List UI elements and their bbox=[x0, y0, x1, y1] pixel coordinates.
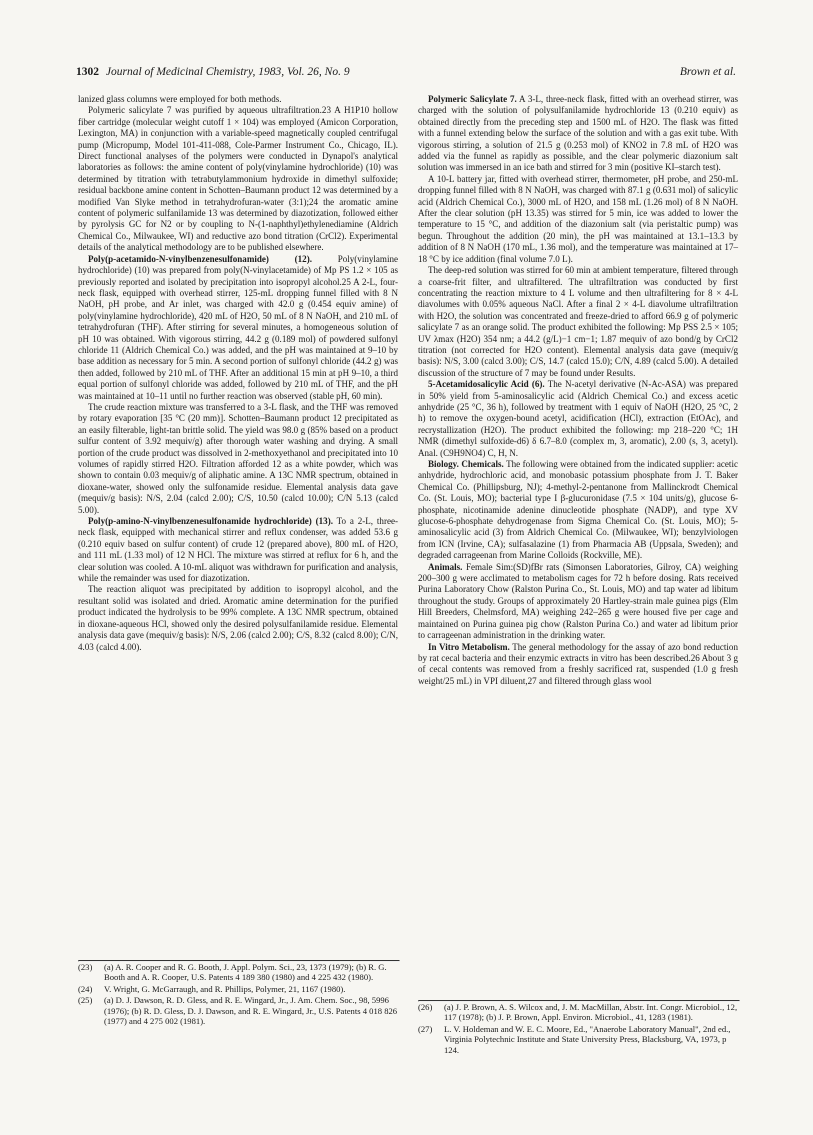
left-column bbox=[78, 94, 398, 653]
paragraph bbox=[78, 94, 398, 105]
footnote-number: (26) bbox=[418, 1002, 433, 1012]
paragraph-text: lanized glass columns were employed for both methods. bbox=[78, 94, 282, 104]
paragraph bbox=[78, 105, 398, 253]
footnote-text: (a) D. J. Dawson, R. D. Gless, and R. E. Wingard, Jr., J. Am. Chem. Soc., 98, 5996 (1976); (b) R. D. Gless, D. J. Dawson, and R. E. Wingard, Jr., U.S. Patents 4 018 826 (1977) and 4 275 002 (1981). bbox=[104, 995, 398, 1027]
paragraph bbox=[78, 254, 398, 402]
footnotes-left bbox=[78, 960, 398, 1027]
paragraph bbox=[418, 459, 738, 562]
paragraph bbox=[418, 642, 738, 688]
section-heading: 5-Acetamidosalicylic Acid (6). bbox=[428, 379, 545, 390]
paragraph-text: Polymeric salicylate 7 was purified by aqueous ultrafiltration.23 A H1P10 hollow fiber cartridge (molecular weight cutoff 1 × 104) was employed (Amicon Corporation, Lexington, MA) in conjunction with a variable-speed magnetically coupled centrifugal pump (Micropump, Model 101-411-088, Cole-Parmer Instrument Co., Chicago, IL). Direct functional analyses of the polymers were conducted in Dynapol's analytical laboratories as follows: the amine content of poly(vinylamine hydrochloride) (10) was determined by titration with tetrabutylammonium hydroxide in dimethyl sulfoxide; residual backbone amine content in Schotten–Baumann product 12 was determined by a modified Van Slyke method in tetrahydrofuran-water (3:1);24 the aromatic amine content of polymeric sulfanilamide 13 was determined by diazotization, followed either by pyrolysis GC for N2 or by coupling to N-(1-naphthyl)ethylenediamine (Aldrich Chemical Co., Milwaukee, WI) and reductive azo bond titration (CrCl2). Experimental details of the analytical methodology are to be published elsewhere. bbox=[78, 105, 398, 253]
section-heading: Polymeric Salicylate 7. bbox=[428, 94, 517, 104]
paragraph-text: The following were obtained from the indicated supplier: acetic anhydride, hydrochloric acid, and monobasic potassium phosphate from J. T. Baker Chemical Co. (Phillipsburg, NJ); 4-methyl-2-pentanone from Mallinckrodt Chemical Co. (St. Louis, MO); bacterial type I β-glucuronidase (7.5 × 104 units/g), glucose 6-phosphate, nicotinamide adenine dinucleotide phosphate (NADP), and type XV glucose-6-phosphate dehydrogenase from Sigma Chemical Co. (St. Louis, MO); 5-aminosalicylic acid (3) from Aldrich Chemical Co. (Milwaukee, WI); benzylviologen from ICN (Irvine, CA); sulfasalazine (1) from Pharmacia AB (Uppsala, Sweden); and degraded carrageenan from Marine Colloids (Rockville, ME). bbox=[418, 459, 738, 561]
footnote-text: (a) J. P. Brown, A. S. Wilcox and, J. M. MacMillan, Abstr. Int. Congr. Microbiol., 12, 117 (1978); (b) J. P. Brown, Appl. Environ. Microbiol., 41, 1283 (1981). bbox=[444, 1002, 738, 1023]
paragraph-text: The N-acetyl derivative (N-Ac-ASA) was prepared in 50% yield from 5-aminosalicylic acid (Aldrich Chemical Co.) and excess acetic anhydride (25 °C, 36 h), followed by treatment with 1 equiv of NaOH (H2O, 25 °C, 2 h) to remove the oxygen-bound acetyl, acidification (HCl), extraction (EtOAc), and recrystallization (H2O). The product exhibited the following: mp 218–220 °C; 1H NMR (dimethyl sulfoxide-d6) δ 6.7–8.0 (complex m, 3, aromatic), 2.00 (s, 3, acetyl). Anal. (C9H9NO4) C, H, N. bbox=[418, 379, 738, 458]
paragraph-text: Poly(vinylamine hydrochloride) (10) was prepared from poly(N-vinylacetamide) of Mp PS 1.2 × 105 as previously reported and isolated by precipitation into isopropyl alcohol.25 A 2-L, four-neck flask, equipped with overhead stirrer, 125-mL dropping funnel filled with 8 N NaOH, pH probe, and Ar inlet, was charged with 42.0 g (0.454 equiv amine) of poly(vinylamine hydrochloride), 420 mL of H2O, 50 mL of 8 N NaOH, and 210 mL of tetrahydrofuran (THF). After stirring for several minutes, a homogeneous solution of pH 10 was obtained. With vigorous stirring, 44.2 g (0.189 mol) of powdered sulfonyl chloride 11 (Aldrich Chemical Co.) was added, and the pH was maintained at 9–10 by base addition as necessary for 5 min. A second portion of sulfonyl chloride (44.2 g) was then added, followed by 210 mL of THF. After an additional 15 min at pH 9–10, a third equal portion of sulfonyl chloride was added, followed by 210 mL of THF, and the pH was maintained at 10–11 until no further reaction was observed (stable pH, 60 min). bbox=[78, 253, 398, 401]
footnotes-right bbox=[418, 1000, 738, 1056]
paragraph-text: Female Sim:(SD)fBr rats (Simonsen Laboratories, Gilroy, CA) weighing 200–300 g were acclimated to metabolism cages for 72 h before dosing. Rats received Purina Laboratory Chow (Ralston Purina Co., St. Louis, MO) and tap water ad libitum throughout the study. Groups of approximately 20 Hartley-strain male guinea pigs (Elm Hill Breeders, Chelmsford, MA) weighing 242–265 g were housed five per cage and maintained on Purina guinea pig chow (Ralston Purina Co.) and water ad libitum prior to carrageenan administration in the drinking water. bbox=[418, 561, 739, 641]
paragraph bbox=[418, 94, 738, 174]
section-heading: In Vitro Metabolism. bbox=[428, 641, 510, 652]
footnote bbox=[418, 1024, 738, 1055]
footnote-number: (23) bbox=[78, 962, 93, 972]
paragraph bbox=[78, 516, 398, 584]
footnote-number: (27) bbox=[418, 1023, 433, 1034]
footnote-text: V. Wright, G. McGarraugh, and R. Phillips, Polymer, 21, 1167 (1980). bbox=[104, 983, 346, 994]
paragraph bbox=[418, 379, 738, 459]
footnote-number: (25) bbox=[78, 995, 93, 1006]
paragraph bbox=[78, 402, 398, 516]
footnote bbox=[78, 962, 398, 983]
paragraph bbox=[78, 584, 398, 652]
section-heading: Animals. bbox=[428, 561, 463, 572]
running-authors: Brown et al. bbox=[679, 66, 736, 78]
paragraph-text: The crude reaction mixture was transferred to a 3-L flask, and the THF was removed by rotary evaporation [35 °C (20 mm)]. Schotten–Baumann product 12 precipitated as an easily filterable, light-tan brittle solid. The yield was 98.0 g (85% based on a product sulfur content of 3.92 mequiv/g) after thorough water washing and drying. A small portion of the crude product was dissolved in 2-methoxyethanol and precipitated into 10 volumes of rapidly stirred H2O. Filtration afforded 12 as a white powder, which was shown to contain 0.03 mequiv/g of aliphatic amine. A 13C NMR spectrum, obtained in dioxane-water, showed only the sulfonamide residue. Elemental analysis data gave (mequiv/g basis): N/S, 2.04 (calcd 2.00); C/S, 10.50 (calcd 10.00); C/N 5.13 (calcd 5.00). bbox=[78, 401, 398, 515]
paragraph bbox=[418, 174, 738, 265]
paragraph bbox=[418, 265, 738, 379]
footnote-text: L. V. Holdeman and W. E. C. Moore, Ed., "Anaerobe Laboratory Manual", 2nd ed., Virginia Polytechnic Institute and State University Press, Blacksburg, VA, 1973, p 124. bbox=[444, 1023, 731, 1055]
footnote-number: (24) bbox=[78, 983, 93, 994]
footnote bbox=[78, 984, 398, 994]
section-heading: Poly(p-amino-N-vinylbenzenesulfonamide hydrochloride) (13). bbox=[88, 516, 333, 527]
paragraph-text: The reaction aliquot was precipitated by addition to isopropyl alcohol, and the resultant solid was isolated and dried. Aromatic amine determination for the purified product indicated the hydrolysis to be 99% complete. A 13C NMR spectrum, obtained in dioxane-aqueous HCl, showed only the desired polysulfanilamide residue. Elemental analysis data gave (mequiv/g basis): N/S, 2.06 (calcd 2.00); C/S, 8.32 (calcd 8.00); C/N, 4.03 (calcd 4.00). bbox=[78, 584, 398, 652]
paragraph bbox=[418, 562, 738, 642]
footnote-text: (a) A. R. Cooper and R. G. Booth, J. Appl. Polym. Sci., 23, 1373 (1979); (b) R. G. Booth and A. R. Cooper, U.S. Patents 4 189 380 (1980) and 4 225 432 (1980). bbox=[104, 962, 387, 983]
running-header bbox=[76, 66, 736, 82]
footnote bbox=[418, 1002, 738, 1023]
section-heading: Biology. Chemicals. bbox=[428, 459, 504, 469]
page-number: 1302 bbox=[76, 66, 99, 78]
paragraph-text: A 10-L battery jar, fitted with overhead stirrer, thermometer, pH probe, and 250-mL dropping funnel filled with 8 N NaOH, was charged with 87.1 g (0.631 mol) of salicylic acid (Aldrich Chemical Co.), 3000 mL of H2O, and 158 mL (1.26 mol) of 8 N NaOH. After the clear solution (pH 13.35) was stirred for 5 min, ice was added to lower the temperature to 15 °C, and addition of the diazonium salt (via peristaltic pump) was begun. Throughout the addition (20 min), the pH was maintained at 13.1–13.3 by addition of 8 N NaOH (170 mL, 1.36 mol), and the temperature was maintained at 17–18 °C by ice addition (final volume 7.0 L). bbox=[418, 173, 738, 264]
section-heading: Poly(p-acetamido-N-vinylbenzenesulfonamide) (12). bbox=[88, 253, 312, 264]
right-column bbox=[418, 94, 738, 687]
paragraph-text: A 3-L, three-neck flask, fitted with an overhead stirrer, was charged with the solution of polysulfanilamide hydrochloride 13 (0.210 equiv) as obtained directly from the preceding step and 1500 mL of H2O. The flask was fitted with a funnel extending below the surface of the solution and with a gas exit tube. With vigorous stirring, a solution of 21.5 g (0.253 mol) of KNO2 in 7.8 mL of H2O was added via the funnel as rapidly as possible, and the clear polymeric diazonium salt solution was immersed in an ice bath and stirred for 3 min (positive KI–starch test). bbox=[418, 94, 738, 173]
paragraph-text: To a 2-L, three-neck flask, equipped with mechanical stirrer and reflux condenser, was added 53.6 g (0.210 equiv based on sulfur content) of crude 12 (prepared above), 800 mL of H2O, and 111 mL (1.33 mol) of 12 N HCl. The mixture was stirred at reflux for 6 h, and the clear solution was cooled. A 10-mL aliquot was withdrawn for purification and analysis, while the remainder was used for diazotization. bbox=[78, 516, 398, 584]
paragraph-text: The general methodology for the assay of azo bond reduction by rat cecal bacteria and their enzymic extracts in vitro has been described.26 About 3 g of cecal contents was removed from a freshly sacrificed rat, suspended (1.0 g fresh weight/25 mL) in VPI diluent,27 and filtered through glass wool bbox=[418, 641, 738, 686]
paragraph-text: The deep-red solution was stirred for 60 min at ambient temperature, filtered through a coarse-frit filter, and ultrafiltered. The ultrafiltration was conducted by first concentrating the reaction mixture to 4 L volume and then ultrafiltering for 8 × 4-L diavolumes with 0.05% aqueous NaCl. After a final 2 × 4-L diavolume ultrafiltration with H2O, the solution was concentrated and freeze-dried to afford 66.9 g of polymeric salicylate 7 as an orange solid. The product exhibited the following: Mp PSS 2.5 × 105; UV λmax (H2O) 354 nm; a 44.2 (g/L)−1 cm−1; 1.87 mequiv of azo bond/g by CrCl2 titration (not corrected for H2O content). Elemental analysis data gave (mequiv/g basis): N/S, 3.00 (calcd 3.00); C/S, 14.7 (calcd 15.0); C/N, 4.89 (calcd 5.00). A detailed discussion of the structure of 7 may be found under Results. bbox=[418, 265, 738, 378]
journal-citation: Journal of Medicinal Chemistry, 1983, Vol. 26, No. 9 bbox=[105, 66, 350, 78]
footnote bbox=[78, 995, 398, 1026]
